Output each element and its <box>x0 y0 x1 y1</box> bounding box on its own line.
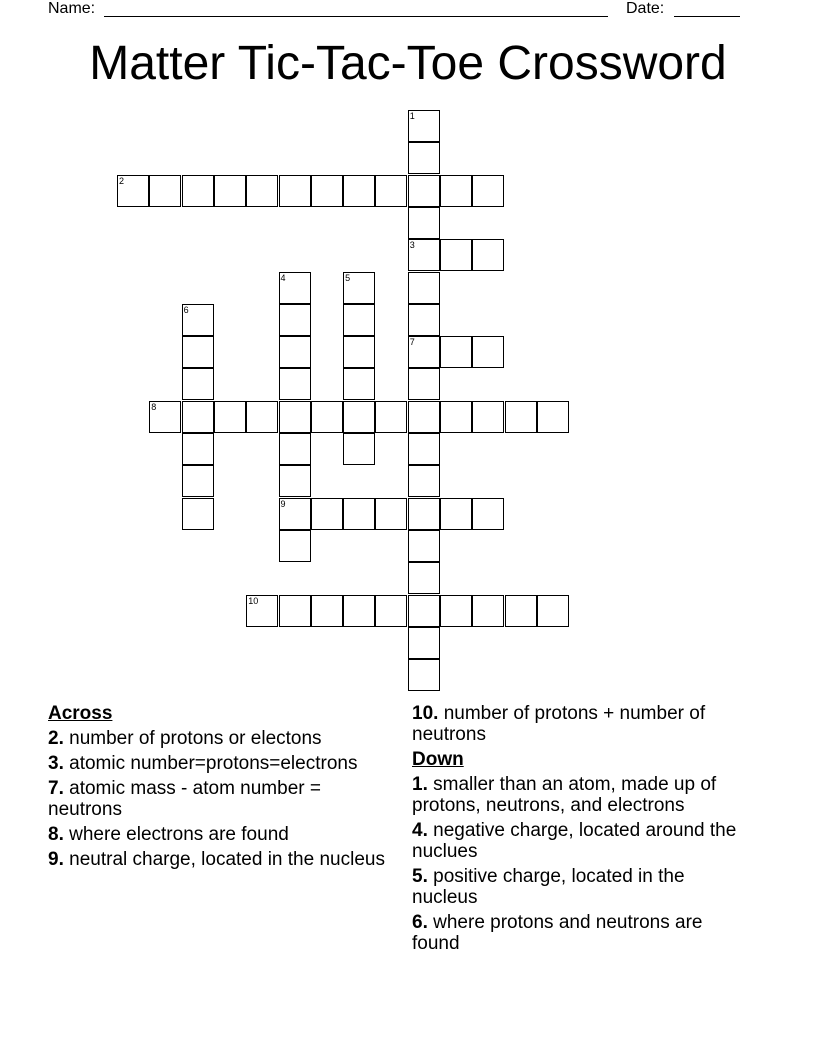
grid-cell[interactable] <box>408 627 440 659</box>
grid-cell[interactable] <box>440 595 472 627</box>
grid-cell[interactable] <box>311 175 343 207</box>
grid-cell[interactable] <box>279 272 311 304</box>
name-label: Name: <box>48 0 96 17</box>
grid-cell[interactable] <box>375 175 407 207</box>
grid-cell[interactable] <box>279 498 311 530</box>
grid-cell[interactable] <box>182 498 214 530</box>
cell-number: 3 <box>409 240 415 251</box>
grid-cell[interactable] <box>408 207 440 239</box>
clue-across-2 <box>48 728 388 749</box>
grid-cell[interactable] <box>279 595 311 627</box>
grid-cell[interactable] <box>472 239 504 271</box>
clue-across-3 <box>48 753 388 774</box>
clue-text: positive charge, located in the nucleus <box>412 866 685 908</box>
grid-cell[interactable] <box>279 304 311 336</box>
clues-column-left <box>48 703 388 874</box>
grid-cell[interactable] <box>246 175 278 207</box>
clue-number: 9. <box>48 849 64 870</box>
grid-cell[interactable] <box>343 368 375 400</box>
grid-cell[interactable] <box>343 498 375 530</box>
clue-number: 3. <box>48 753 64 774</box>
grid-cell[interactable] <box>408 368 440 400</box>
clue-number: 4. <box>412 820 428 841</box>
cell-number: 6 <box>183 304 189 315</box>
cell-number: 2 <box>119 175 125 186</box>
grid-cell[interactable] <box>375 595 407 627</box>
grid-cell[interactable] <box>408 304 440 336</box>
cell-number: 1 <box>409 111 415 121</box>
clue-across-10 <box>412 703 752 745</box>
grid-cell[interactable] <box>440 336 472 368</box>
clue-number: 5. <box>412 866 428 887</box>
clue-text: where protons and neutrons are found <box>412 912 703 954</box>
grid-cell[interactable] <box>440 498 472 530</box>
grid-cell[interactable] <box>343 304 375 336</box>
grid-cell[interactable] <box>472 175 504 207</box>
grid-cell[interactable] <box>472 401 504 433</box>
across-heading: Across <box>48 703 113 724</box>
grid-cell[interactable] <box>214 175 246 207</box>
grid-cell[interactable] <box>408 272 440 304</box>
grid-cell[interactable] <box>408 498 440 530</box>
grid-cell[interactable] <box>182 304 214 336</box>
grid-cell[interactable] <box>246 401 278 433</box>
grid-cell[interactable] <box>279 368 311 400</box>
cell-number: 10 <box>248 595 259 606</box>
grid-cell[interactable] <box>537 401 569 433</box>
grid-cell[interactable] <box>246 595 278 627</box>
grid-cell[interactable] <box>343 595 375 627</box>
grid-cell[interactable] <box>408 433 440 465</box>
grid-cell[interactable] <box>182 401 214 433</box>
grid-cell[interactable] <box>408 595 440 627</box>
clue-text: negative charge, located around the nuclues <box>412 820 737 862</box>
grid-cell[interactable] <box>505 401 537 433</box>
grid-cell[interactable] <box>408 110 440 142</box>
cell-number: 8 <box>151 401 157 412</box>
grid-cell[interactable] <box>343 272 375 304</box>
grid-cell[interactable] <box>408 401 440 433</box>
grid-cell[interactable] <box>440 239 472 271</box>
grid-cell[interactable] <box>311 401 343 433</box>
grid-cell[interactable] <box>408 336 440 368</box>
grid-cell[interactable] <box>408 239 440 271</box>
grid-cell[interactable] <box>149 175 181 207</box>
clue-text: atomic mass - atom number = neutrons <box>48 778 321 820</box>
clue-down-1 <box>412 774 752 816</box>
clue-number: 8. <box>48 824 64 845</box>
clue-text: smaller than an atom, made up of protons, neutrons, and electrons <box>412 774 717 816</box>
grid-cell[interactable] <box>182 433 214 465</box>
down-heading: Down <box>412 749 464 770</box>
grid-cell[interactable] <box>505 595 537 627</box>
clue-across-7 <box>48 778 388 820</box>
clue-number: 1. <box>412 774 428 795</box>
clue-down-6 <box>412 912 752 954</box>
clue-down-5 <box>412 866 752 908</box>
grid-cell[interactable] <box>408 142 440 174</box>
grid-cell[interactable] <box>408 465 440 497</box>
grid-cell[interactable] <box>182 336 214 368</box>
grid-cell[interactable] <box>408 530 440 562</box>
grid-cell[interactable] <box>472 336 504 368</box>
grid-cell[interactable] <box>343 175 375 207</box>
clue-across-8 <box>48 824 388 845</box>
clues-column-right <box>412 703 752 958</box>
clue-number: 6. <box>412 912 428 933</box>
clue-number: 7. <box>48 778 64 799</box>
grid-cell[interactable] <box>182 465 214 497</box>
cell-number: 5 <box>345 272 351 283</box>
page-title: Matter Tic-Tac-Toe Crossword <box>89 37 727 90</box>
grid-cell[interactable] <box>279 401 311 433</box>
grid-cell[interactable] <box>279 530 311 562</box>
grid-cell[interactable] <box>311 498 343 530</box>
date-label: Date: <box>626 0 665 17</box>
grid-cell[interactable] <box>375 401 407 433</box>
cell-number: 7 <box>409 337 415 348</box>
clue-across-9 <box>48 849 388 870</box>
grid-cell[interactable] <box>182 175 214 207</box>
grid-cell[interactable] <box>343 433 375 465</box>
clue-text: atomic number=protons=electrons <box>63 753 358 774</box>
grid-cell[interactable] <box>343 401 375 433</box>
grid-cell[interactable] <box>279 433 311 465</box>
cell-number: 9 <box>280 498 286 509</box>
grid-cell[interactable] <box>408 175 440 207</box>
grid-cell[interactable] <box>279 465 311 497</box>
clue-text: number of protons or electons <box>63 728 322 749</box>
grid-cell[interactable] <box>279 336 311 368</box>
grid-cell[interactable] <box>472 595 504 627</box>
grid-cell[interactable] <box>311 595 343 627</box>
clue-number: 10. <box>412 703 439 724</box>
grid-cell[interactable] <box>343 336 375 368</box>
cell-number: 4 <box>280 272 286 283</box>
clue-text: neutral charge, located in the nucleus <box>63 849 385 870</box>
clue-text: number of protons + number of neutrons <box>412 703 706 745</box>
grid-cell[interactable] <box>440 175 472 207</box>
grid-cell[interactable] <box>408 659 440 691</box>
grid-cell[interactable] <box>472 498 504 530</box>
grid-cell[interactable] <box>117 175 149 207</box>
clue-number: 2. <box>48 728 64 749</box>
grid-cell[interactable] <box>279 175 311 207</box>
grid-cell[interactable] <box>214 401 246 433</box>
grid-cell[interactable] <box>149 401 181 433</box>
grid-cell[interactable] <box>537 595 569 627</box>
grid-cell[interactable] <box>440 401 472 433</box>
clue-down-4 <box>412 820 752 862</box>
grid-cell[interactable] <box>375 498 407 530</box>
clue-text: where electrons are found <box>63 824 289 845</box>
grid-cell[interactable] <box>182 368 214 400</box>
grid-cell[interactable] <box>408 562 440 594</box>
